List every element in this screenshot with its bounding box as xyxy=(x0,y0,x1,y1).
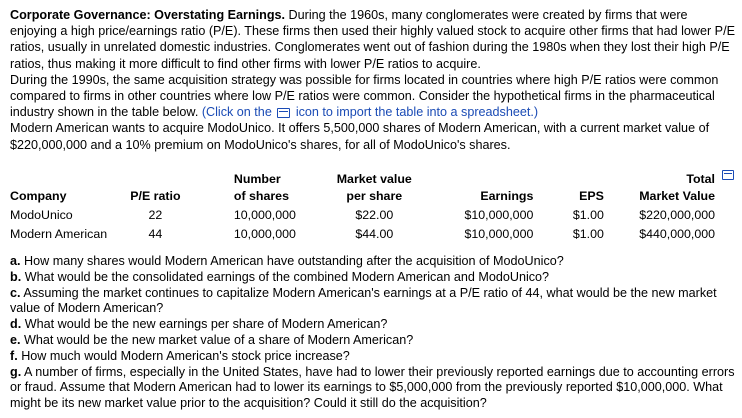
question-letter: g. xyxy=(10,364,22,379)
header-cell xyxy=(117,167,194,186)
header-cell: per share xyxy=(346,188,403,203)
header-cell: Company xyxy=(10,188,67,203)
question-b xyxy=(10,270,736,286)
table-cell: 44 xyxy=(148,226,163,241)
table-cell: ModoUnico xyxy=(10,207,73,222)
link-text-before: (Click on the xyxy=(201,105,272,120)
question-a xyxy=(10,254,736,270)
table-cell: $440,000,000 xyxy=(639,226,715,241)
question-text: Assuming the market continues to capitalize Modern American's earnings at a P/E ratio of 44, what would be the new market value of Modern American? xyxy=(10,285,717,316)
import-table-link[interactable] xyxy=(202,105,538,119)
question-list xyxy=(10,254,736,412)
header-cell xyxy=(533,167,604,186)
table-header-row-bottom xyxy=(10,186,715,205)
question-text: How many shares would Modern American have outstanding after the acquisition of ModoUnico? xyxy=(20,254,564,268)
link-text-after: icon to import the table into a spreadsheet.) xyxy=(295,105,539,120)
question-e xyxy=(10,333,736,349)
intro-paragraph-2 xyxy=(10,72,736,121)
spreadsheet-icon[interactable] xyxy=(277,108,290,118)
header-cell: of shares xyxy=(233,188,289,203)
table-cell: 10,000,000 xyxy=(233,207,296,222)
table-cell: 22 xyxy=(148,207,163,222)
header-cell xyxy=(10,167,117,186)
question-text: What would be the new earnings per share of Modern American? xyxy=(21,317,388,332)
spreadsheet-icon[interactable] xyxy=(722,170,734,180)
question-letter: e. xyxy=(10,332,21,347)
header-cell: Number xyxy=(233,172,281,186)
intro-text-2: During the 1990s, the same acquisition strategy was possible for firms located in countries where high P/E ratios were common compared to firms in other countries where low P/E ratios were common. Consider the hypothetical firms in the pharmaceutical industry shown in the table below. xyxy=(10,72,719,120)
question-letter: a. xyxy=(10,254,21,268)
header-cell: Market Value xyxy=(639,188,715,203)
table-row xyxy=(10,224,715,243)
header-cell: Market value xyxy=(336,172,412,186)
problem-title: Corporate Governance: Overstating Earnings. xyxy=(10,8,286,22)
table-cell: $22.00 xyxy=(355,207,394,222)
table-cell: $1.00 xyxy=(572,226,604,241)
question-c xyxy=(10,286,736,318)
table-cell: $10,000,000 xyxy=(464,226,534,241)
question-text: What would be the new market value of a share of Modern American? xyxy=(20,332,414,347)
company-table xyxy=(10,167,715,243)
question-text: A number of firms, especially in the United States, have had to lower their previously reported earnings due to accounting errors or fraud. Assume that Modern American had to lower its earnings to $5,000,000 from the previously reported $10,000,000. What might be its new market value prior to the acquisition? Could it still do the acquisition? xyxy=(10,364,735,411)
table-cell: 10,000,000 xyxy=(233,226,296,241)
table-cell: Modern American xyxy=(10,226,108,241)
header-cell: Earnings xyxy=(480,188,534,203)
intro-paragraph-1 xyxy=(10,7,736,72)
table-cell: $1.00 xyxy=(572,207,604,222)
header-cell: P/E ratio xyxy=(130,188,181,203)
intro-paragraph-3: Modern American wants to acquire ModoUnico. It offers 5,500,000 shares of Modern American, with a current market value of $220,000,000 and a 10% premium on ModoUnico's shares, for all of ModoUnico's shares. xyxy=(10,121,710,152)
header-cell xyxy=(428,167,534,186)
question-d xyxy=(10,317,736,333)
question-letter: b. xyxy=(10,269,22,284)
table-cell: $44.00 xyxy=(355,226,394,241)
question-g xyxy=(10,365,736,412)
table-cell: $220,000,000 xyxy=(639,207,715,222)
table-row xyxy=(10,205,715,224)
question-f xyxy=(10,349,736,365)
header-cell: Total xyxy=(686,172,715,186)
header-cell: EPS xyxy=(579,188,604,203)
question-letter: c. xyxy=(10,285,21,300)
problem-intro xyxy=(10,7,736,153)
question-letter: d. xyxy=(10,317,22,332)
table-cell: $10,000,000 xyxy=(464,207,534,222)
question-text: What would be the consolidated earnings of the combined Modern American and ModoUnico? xyxy=(21,269,550,284)
intro-text-1: During the 1960s, many conglomerates were created by firms that were enjoying a high price/earnings ratio (P/E). These firms then used their highly valued stock to acquire other firms that had lower P/E ratios, usually in unrelated domestic industries. Conglomerates went out of fashion during the 1980s when they lost their high P/E ratios, thus making it more difficult to find other firms with lower P/E ratios to acquire. xyxy=(10,8,735,71)
question-letter: f. xyxy=(10,348,18,363)
question-text: How much would Modern American's stock price increase? xyxy=(17,348,350,363)
table-header-row-top xyxy=(10,167,715,186)
